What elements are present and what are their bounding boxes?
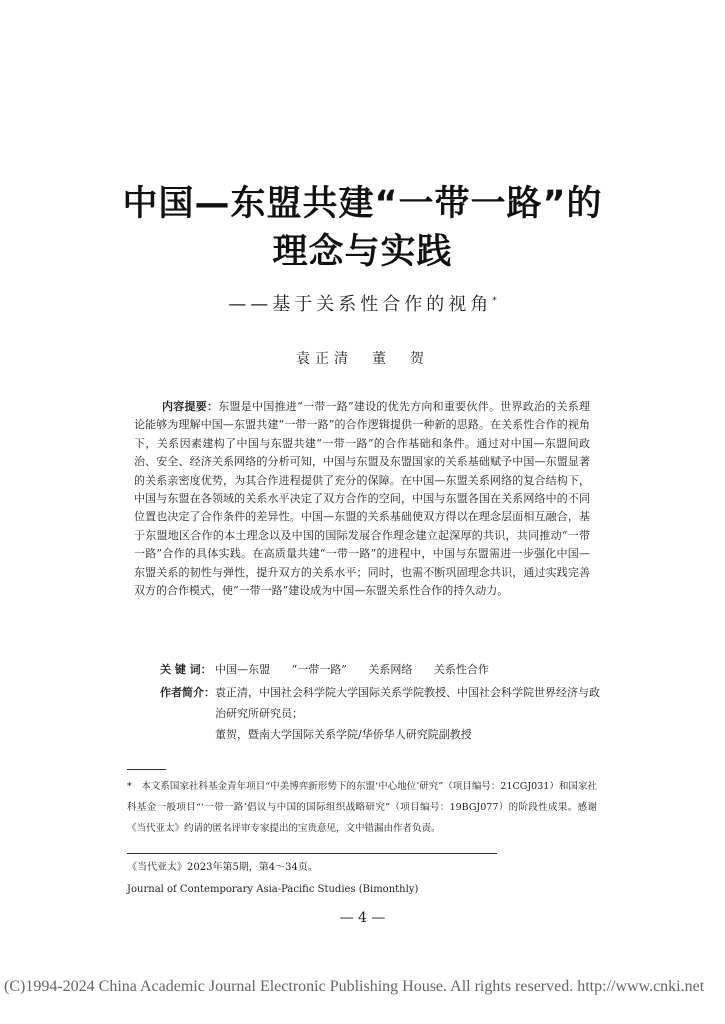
abstract-text: 东盟是中国推进“一带一路”建设的优先方向和重要伙伴。世界政治的关系理论能够为理解中国—东盟共建“一带一路”的合作逻辑提供一种新的思路。在关系性合作的视角下，关系因素建构了中国与东盟共建“一带一路”的合作基础和条件。通过对中国—东盟间政治、安全、经济关系网络的分析可知，中国与东盟及东盟国家的关系基础赋予中国—东盟显著的关系亲密度优势，为其合作进程提供了充分的保障。在中国—东盟关系网络的复合结构下，中国与东盟在各领域的关系水平决定了双方合作的空间，中国与东盟各国在关系网络中的不同位置也决定了合作条件的差异性。中国—东盟的关系基础使双方得以在理念层面相互融合，基于东盟地区合作的本土理念以及中国的国际发展合作理念建立起深厚的共识，共同推动“一带一路”合作的具体实践。在高质量共建“一带一路”的进程中，中国与东盟需进一步强化中国—东盟关系的韧性与弹性，提升双方的关系水平；同时，也需不断巩固理念共识，通过实践完善双方的合作模式，使“一带一路”建设成为中国—东盟关系性合作的持久动力。 (134, 400, 591, 598)
keywords-label: 关 键 词： (160, 663, 212, 676)
publication-info-cn: 《当代亚太》2023年第5期，第4～34页。 (127, 862, 318, 873)
keyword-item: 中国—东盟 (215, 663, 271, 676)
keyword-item: 关系性合作 (433, 663, 489, 676)
subtitle-text: ——基于关系性合作的视角 (228, 294, 493, 315)
article-title-line-2: 理念与实践 (272, 232, 453, 272)
abstract (134, 398, 590, 600)
page-number: — 4 — (339, 910, 386, 926)
keyword-item: “一带一路” (291, 663, 347, 676)
author-names: 袁正清 董 贺 (296, 351, 429, 367)
keywords (160, 661, 600, 677)
article-title-line-1: 中国—东盟共建“一带一路”的 (122, 184, 603, 224)
footnote (127, 776, 597, 839)
footnote-text: 本文系国家社科基金青年项目“中美博弈新形势下的东盟‘中心地位’研究”（项目编号：21CGJ031）和国家社科基金一般项目“‘一带一路’倡议与中国的国际组织战略研究”（项目编号：19BGJ077）的阶段性成果。感谢《当代亚太》约请的匿名评审专家提出的宝贵意见，文中错漏由作者负责。 (127, 781, 597, 834)
footnote-mark: * (127, 781, 132, 792)
publication-divider (127, 853, 497, 854)
author-info-line-2: 董贺，暨南大学国际关系学院/华侨华人研究院副教授 (215, 728, 472, 741)
author-info-label: 作者简介： (160, 686, 215, 699)
publication-info-en: Journal of Contemporary Asia-Pacific Studies (Bimonthly) (127, 884, 419, 895)
abstract-label: 内容提要： (162, 400, 219, 413)
publication-info (127, 857, 597, 901)
author-info-line-1: 袁正清，中国社会科学院大学国际关系学院教授、中国社会科学院世界经济与政治研究所研究员； (215, 686, 600, 720)
copyright-watermark: (C)1994-2024 China Academic Journal Electronic Publishing House. All rights reserved. http://www.cnki.net (4, 978, 705, 995)
footnote-divider (127, 769, 166, 770)
subtitle-footnote-mark: * (492, 296, 497, 306)
article-subtitle (0, 290, 725, 316)
author-info (160, 682, 600, 745)
keyword-item: 关系网络 (368, 663, 413, 676)
